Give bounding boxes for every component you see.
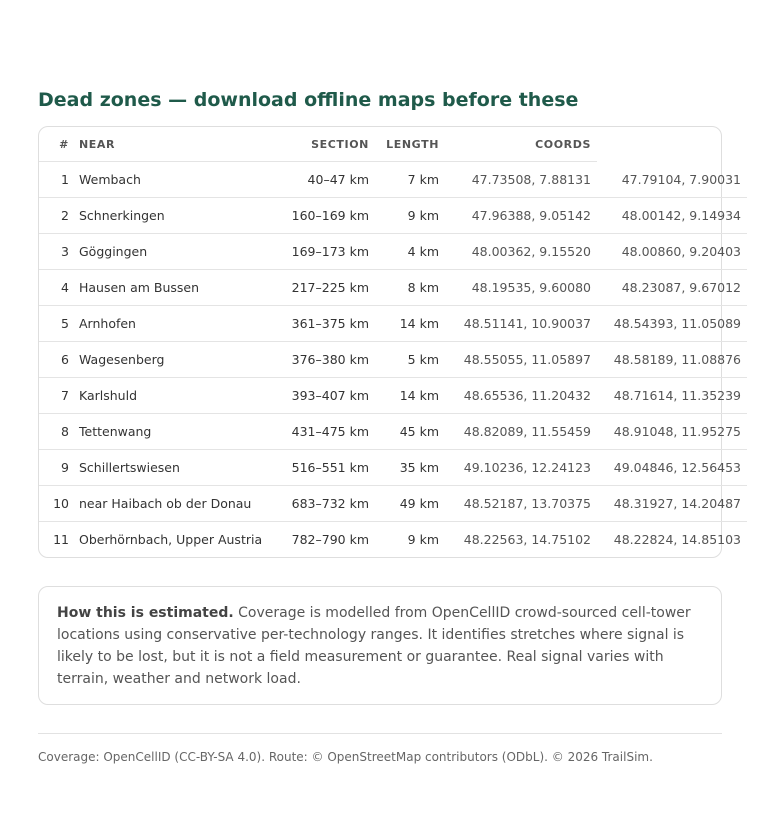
- row-near-place: Hausen am Bussen: [75, 270, 289, 306]
- row-coord-start: 48.19535, 9.60080: [445, 270, 597, 306]
- dead-zones-table: [39, 127, 747, 557]
- table-row: [39, 306, 747, 342]
- row-coord-start: 48.82089, 11.55459: [445, 414, 597, 450]
- table-row: [39, 198, 747, 234]
- row-section: 169–173 km: [289, 234, 375, 270]
- row-number: 9: [39, 450, 75, 486]
- row-near-place: Oberhörnbach, Upper Austria: [79, 532, 263, 547]
- row-coord-end: 48.91048, 11.95275: [597, 414, 747, 450]
- header-near: NEAR: [75, 127, 289, 162]
- row-section: 217–225 km: [289, 270, 375, 306]
- row-section: 40–47 km: [289, 162, 375, 198]
- row-coord-end: 48.71614, 11.35239: [597, 378, 747, 414]
- row-coord-start: 48.55055, 11.05897: [445, 342, 597, 378]
- row-coord-start: 47.73508, 7.88131: [445, 162, 597, 198]
- row-coord-end: 48.58189, 11.08876: [597, 342, 747, 378]
- row-coord-end: 48.54393, 11.05089: [597, 306, 747, 342]
- row-near-place: Göggingen: [75, 234, 289, 270]
- row-number: 11: [53, 532, 69, 547]
- dead-zones-table-card: [38, 126, 741, 558]
- row-coord-start: 48.22563, 14.75102: [463, 532, 591, 547]
- row-coord-end: 47.79104, 7.90031: [597, 162, 747, 198]
- row-length: 9 km: [375, 198, 445, 234]
- row-number: 8: [39, 414, 75, 450]
- row-coord-start: 48.52187, 13.70375: [445, 486, 597, 522]
- row-section: 516–551 km: [289, 450, 375, 486]
- row-near-place: Wagesenberg: [75, 342, 289, 378]
- header-section: SECTION: [289, 127, 375, 162]
- footer-divider: [38, 733, 722, 734]
- row-coord-start: 48.00362, 9.15520: [445, 234, 597, 270]
- table-row: [39, 378, 747, 414]
- row-length: 4 km: [375, 234, 445, 270]
- row-near-place: Tettenwang: [75, 414, 289, 450]
- table-row: [39, 450, 747, 486]
- row-number: 1: [39, 162, 75, 198]
- note-lead: How this is estimated.: [57, 605, 234, 621]
- row-length: 14 km: [375, 378, 445, 414]
- row-coord-end: 48.00142, 9.14934: [597, 198, 747, 234]
- table-row: [39, 234, 747, 270]
- row-number: 5: [39, 306, 75, 342]
- row-coord-end: 48.31927, 14.20487: [597, 486, 747, 522]
- table-row: [39, 486, 747, 522]
- row-length: 49 km: [375, 486, 445, 522]
- row-section: 361–375 km: [289, 306, 375, 342]
- table-header-row: [39, 127, 747, 162]
- table-row: [39, 522, 747, 558]
- row-length: 45 km: [375, 414, 445, 450]
- row-number: 6: [39, 342, 75, 378]
- row-number: 7: [39, 378, 75, 414]
- header-length: LENGTH: [375, 127, 445, 162]
- row-near-place: Schillertswiesen: [75, 450, 289, 486]
- row-coord-start: 48.65536, 11.20432: [445, 378, 597, 414]
- row-length: 9 km: [407, 532, 439, 547]
- header-coords-end: [597, 127, 747, 162]
- row-section: 431–475 km: [289, 414, 375, 450]
- row-length: 8 km: [375, 270, 445, 306]
- row-section: 376–380 km: [289, 342, 375, 378]
- row-coord-end: 48.23087, 9.67012: [597, 270, 747, 306]
- row-length: 14 km: [375, 306, 445, 342]
- row-coord-end: 48.22824, 14.85103: [613, 532, 741, 547]
- row-near-place: near Haibach ob der Donau: [75, 486, 289, 522]
- table-row: [39, 270, 747, 306]
- row-near-place: Wembach: [75, 162, 289, 198]
- row-number: 2: [39, 198, 75, 234]
- row-coord-end: 48.00860, 9.20403: [597, 234, 747, 270]
- estimation-note: [38, 586, 722, 705]
- row-near-place: Schnerkingen: [75, 198, 289, 234]
- table-row: [39, 342, 747, 378]
- row-section: 160–169 km: [289, 198, 375, 234]
- row-coord-start: 47.96388, 9.05142: [445, 198, 597, 234]
- row-section: 393–407 km: [289, 378, 375, 414]
- row-near-place: Arnhofen: [75, 306, 289, 342]
- row-length: 35 km: [375, 450, 445, 486]
- table-row: [39, 414, 747, 450]
- dead-zones-section: [38, 88, 741, 764]
- header-num: #: [39, 127, 75, 162]
- row-coord-start: 49.10236, 12.24123: [445, 450, 597, 486]
- row-section: 683–732 km: [289, 486, 375, 522]
- row-length: 5 km: [375, 342, 445, 378]
- row-length: 7 km: [375, 162, 445, 198]
- row-section: 782–790 km: [291, 532, 369, 547]
- table-row: [39, 162, 747, 198]
- row-coord-start: 48.51141, 10.90037: [445, 306, 597, 342]
- note-body: Coverage is modelled from OpenCellID crowd-sourced cell-tower locations using conservative per-technology ranges. It identifies stretches where signal is likely to be lost, but it is not a field measurement or guarantee. Real signal varies with terrain, weather and network load.: [57, 605, 691, 687]
- row-number: 4: [39, 270, 75, 306]
- row-coord-end: 49.04846, 12.56453: [597, 450, 747, 486]
- section-title: Dead zones — download offline maps before these: [38, 89, 579, 111]
- row-number: 3: [39, 234, 75, 270]
- attribution-footer: Coverage: OpenCellID (CC-BY-SA 4.0). Route: © OpenStreetMap contributors (ODbL). © 2026 TrailSim.: [38, 750, 653, 764]
- header-coords: COORDS: [445, 127, 597, 162]
- row-number: 10: [39, 486, 75, 522]
- row-near-place: Karlshuld: [75, 378, 289, 414]
